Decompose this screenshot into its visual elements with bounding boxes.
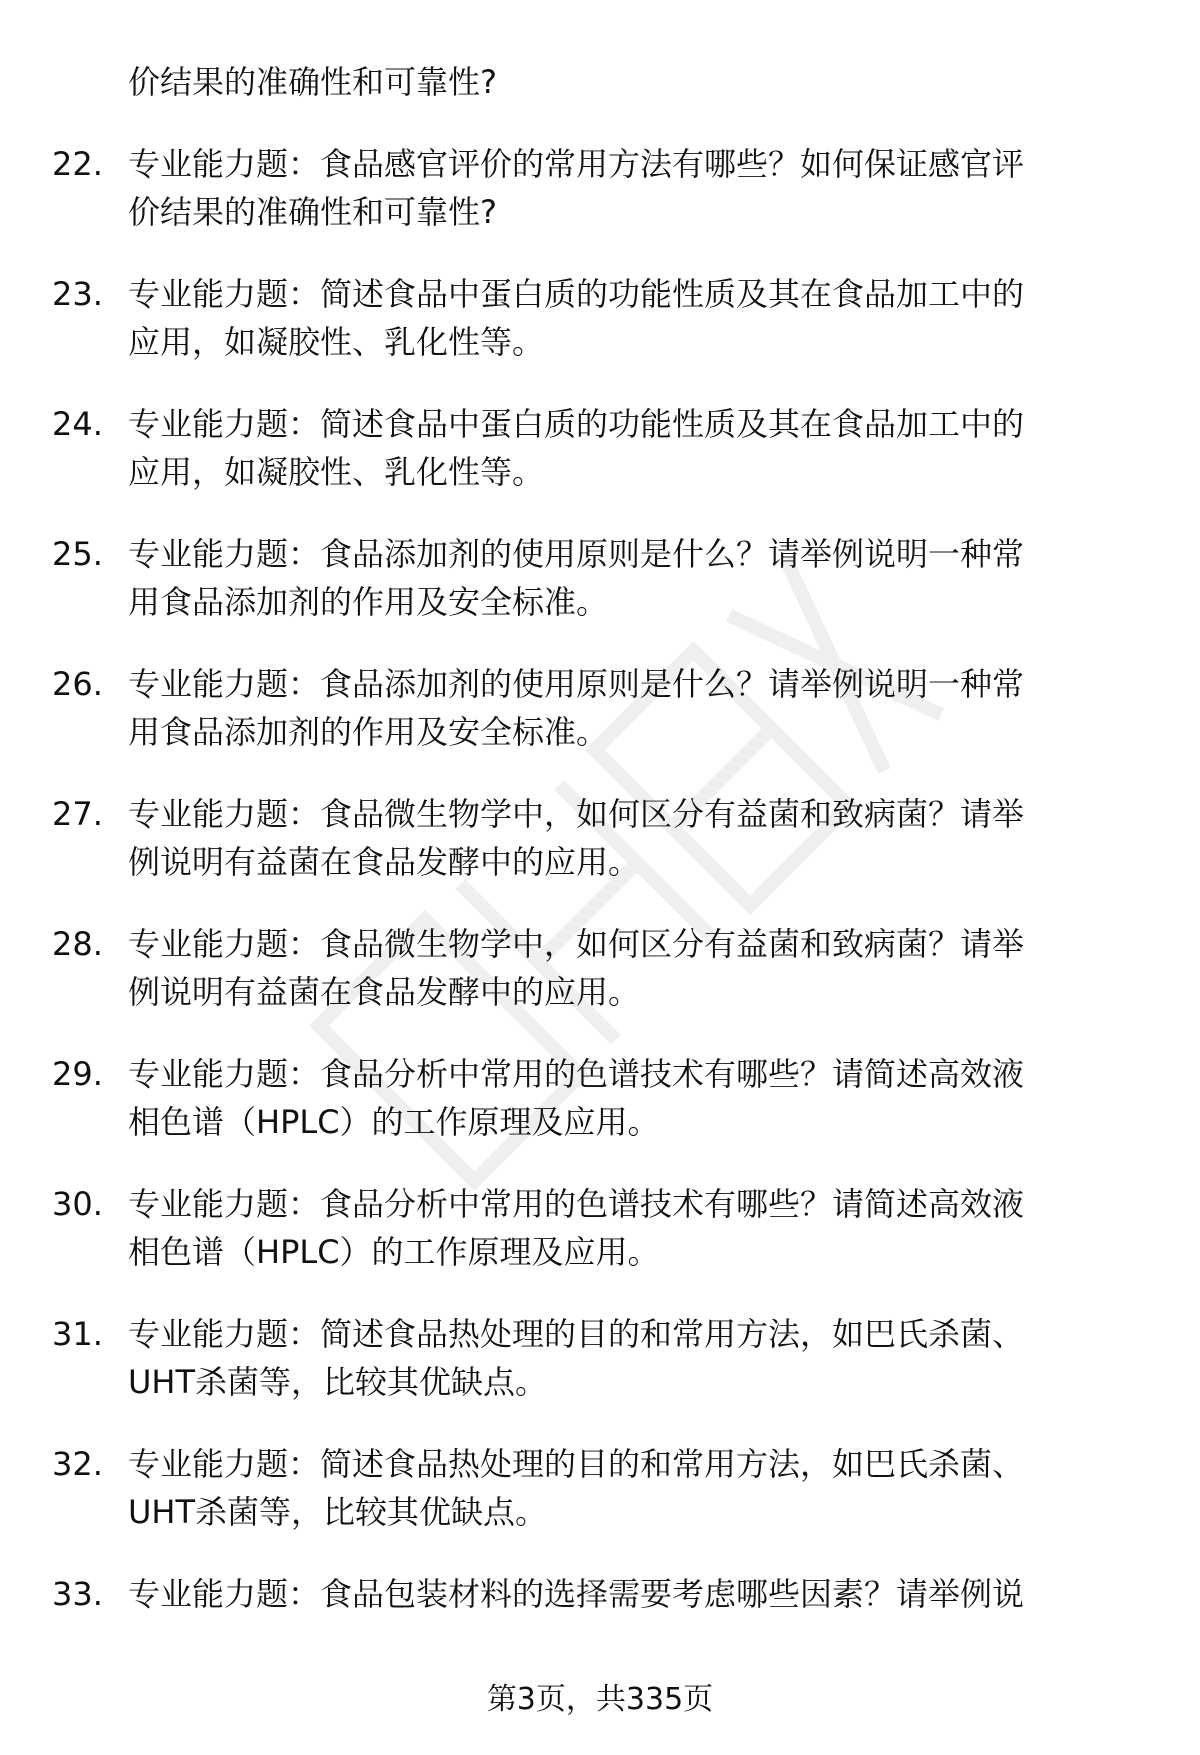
question-text (128, 140, 1138, 236)
question-text (128, 1570, 1138, 1618)
question-text (128, 400, 1138, 496)
question-item (0, 660, 1200, 790)
question-item (0, 270, 1200, 400)
question-item (0, 790, 1200, 920)
question-text-line: 应用，如凝胶性、乳化性等。 (128, 453, 545, 491)
question-number: 27. (52, 795, 103, 833)
question-text (128, 920, 1138, 1016)
question-number: 22. (52, 145, 103, 183)
question-text-line: UHT杀菌等，比较其优缺点。 (128, 1493, 548, 1531)
question-item (0, 1440, 1200, 1570)
question-text (128, 1310, 1138, 1406)
question-text-line: UHT杀菌等，比较其优缺点。 (128, 1363, 548, 1401)
question-text-line: 专业能力题：食品分析中常用的色谱技术有哪些？请简述高效液 (128, 1185, 1025, 1223)
question-text-line: 专业能力题：食品包装材料的选择需要考虑哪些因素？请举例说 (128, 1575, 1025, 1613)
question-number: 25. (52, 535, 103, 573)
question-number: 23. (52, 275, 103, 313)
question-text-line: 专业能力题：食品感官评价的常用方法有哪些？如何保证感官评 (128, 145, 1025, 183)
question-text-line: 相色谱（HPLC）的工作原理及应用。 (128, 1103, 660, 1141)
question-text-line: 用食品添加剂的作用及安全标准。 (128, 583, 609, 621)
question-text (128, 660, 1138, 756)
question-text (128, 1180, 1138, 1276)
question-number: 24. (52, 405, 103, 443)
question-text (128, 1050, 1138, 1146)
question-text (128, 790, 1138, 886)
question-item (0, 140, 1200, 270)
question-text (128, 1440, 1138, 1536)
question-text-line: 专业能力题：简述食品热处理的目的和常用方法，如巴氏杀菌、 (128, 1445, 1025, 1483)
question-text (128, 530, 1138, 626)
question-text-line: 应用，如凝胶性、乳化性等。 (128, 323, 545, 361)
page-number-footer: 第3页，共335页 (486, 1682, 714, 1717)
question-number: 30. (52, 1185, 103, 1223)
question-item (0, 1180, 1200, 1310)
question-text-line: 例说明有益菌在食品发酵中的应用。 (128, 843, 641, 881)
question-text-line: 专业能力题：食品微生物学中，如何区分有益菌和致病菌？请举 (128, 925, 1025, 963)
question-item (0, 1310, 1200, 1440)
question-item (0, 1050, 1200, 1180)
question-text-line: 专业能力题：简述食品中蛋白质的功能性质及其在食品加工中的 (128, 405, 1025, 443)
question-text-line: 专业能力题：食品添加剂的使用原则是什么？请举例说明一种常 (128, 665, 1025, 703)
question-text-line: 专业能力题：简述食品中蛋白质的功能性质及其在食品加工中的 (128, 275, 1025, 313)
question-number: 32. (52, 1445, 103, 1483)
question-number: 31. (52, 1315, 103, 1353)
question-text-line: 相色谱（HPLC）的工作原理及应用。 (128, 1233, 660, 1271)
question-text-line: 例说明有益菌在食品发酵中的应用。 (128, 973, 641, 1011)
question-number: 26. (52, 665, 103, 703)
question-text-line: 专业能力题：食品添加剂的使用原则是什么？请举例说明一种常 (128, 535, 1025, 573)
continued-question-text: 价结果的准确性和可靠性? (128, 63, 497, 101)
question-item (0, 530, 1200, 660)
question-number: 28. (52, 925, 103, 963)
question-text (128, 270, 1138, 366)
question-list (0, 140, 1200, 1700)
question-item (0, 400, 1200, 530)
question-number: 29. (52, 1055, 103, 1093)
question-text-line: 专业能力题：食品分析中常用的色谱技术有哪些？请简述高效液 (128, 1055, 1025, 1093)
question-text-line: 价结果的准确性和可靠性? (128, 193, 497, 231)
question-text-line: 专业能力题：简述食品热处理的目的和常用方法，如巴氏杀菌、 (128, 1315, 1025, 1353)
question-item (0, 920, 1200, 1050)
question-text-line: 专业能力题：食品微生物学中，如何区分有益菌和致病菌？请举 (128, 795, 1025, 833)
question-number: 33. (52, 1575, 103, 1613)
question-text-line: 用食品添加剂的作用及安全标准。 (128, 713, 609, 751)
